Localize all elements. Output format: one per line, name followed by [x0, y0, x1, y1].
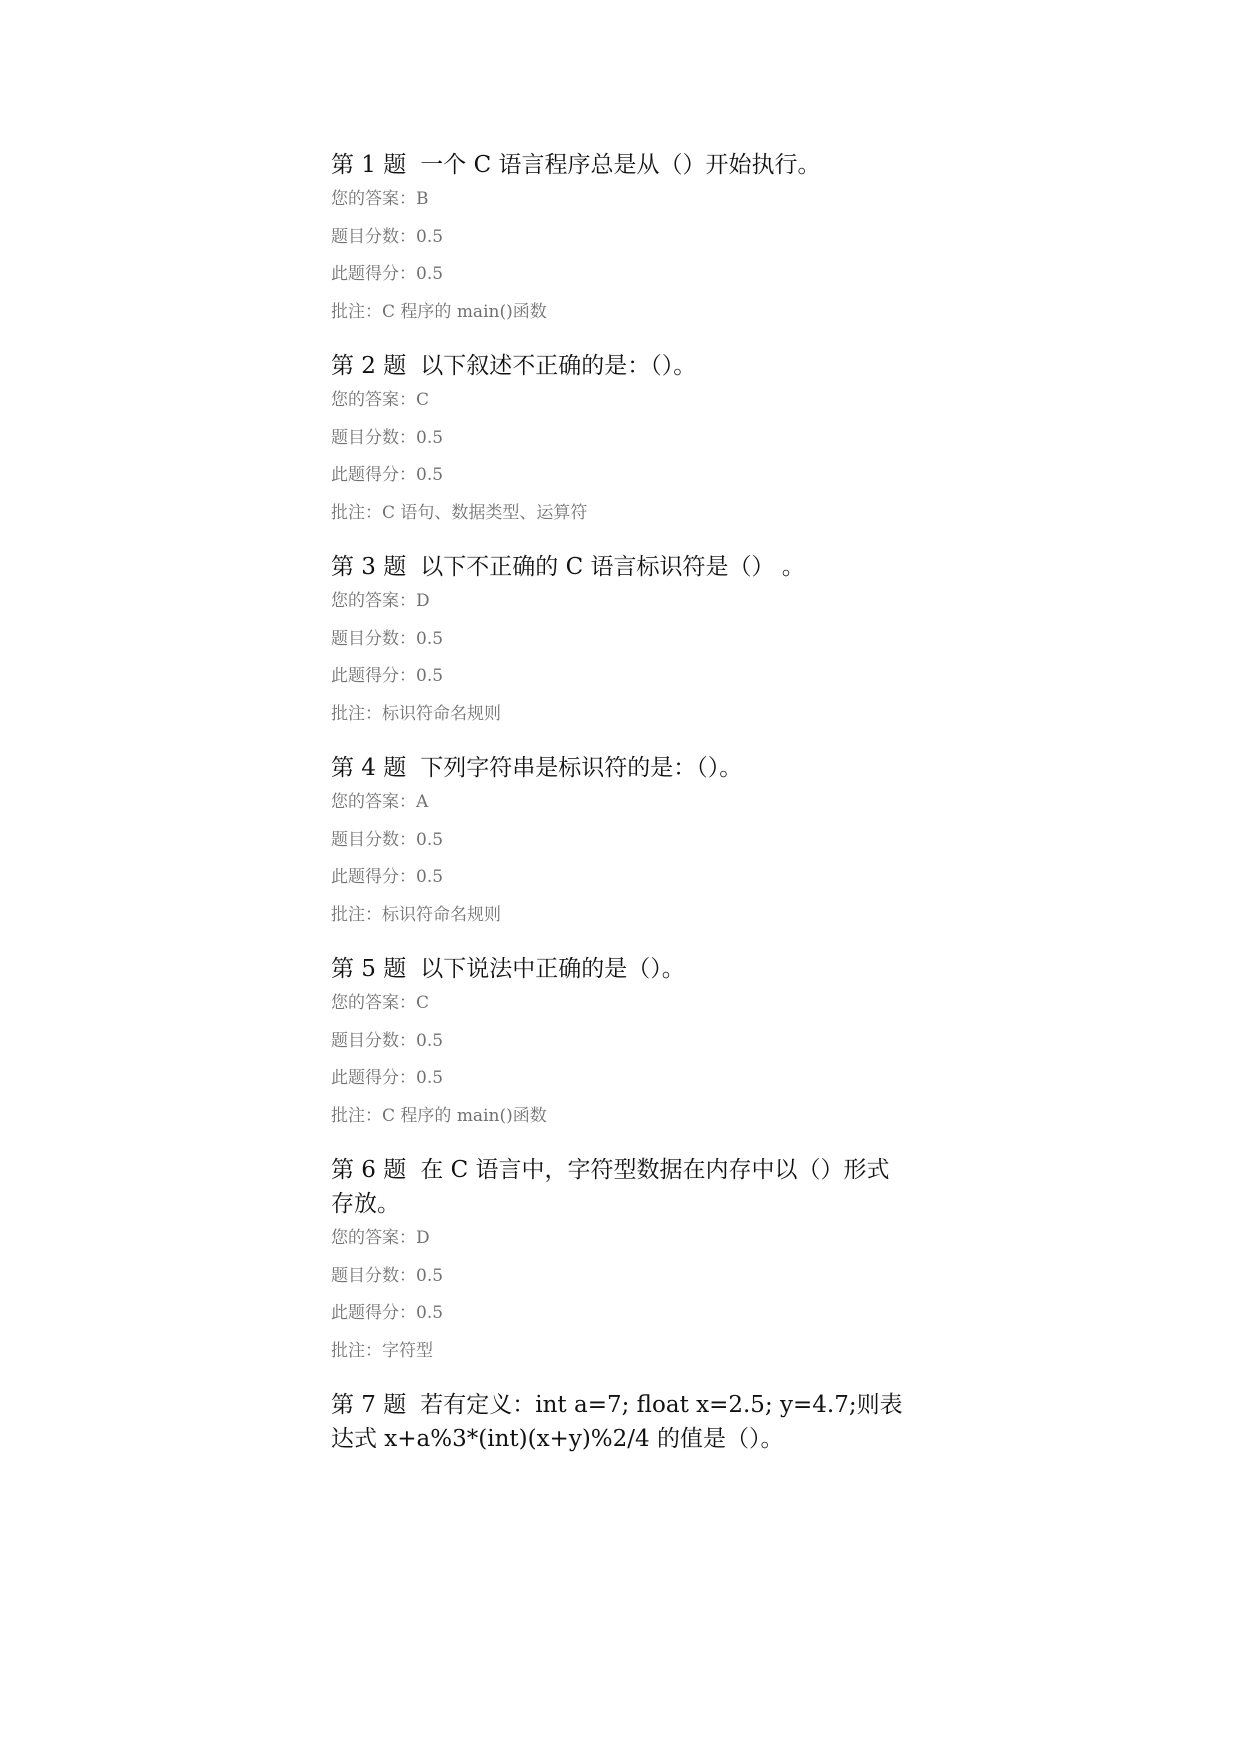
question-number: 第 1 题 [331, 152, 407, 178]
question-item [331, 751, 911, 941]
question-score-value: 0.5 [416, 1030, 444, 1051]
question-score [331, 1265, 911, 1303]
earned-score-value: 0.5 [416, 867, 444, 887]
earned-score-label: 此题得分： [331, 666, 416, 686]
question-note-value: 标识符命名规则 [382, 904, 501, 925]
question-score-value: 0.5 [416, 628, 444, 649]
question-text: 以下说法中正确的是（）。 [420, 956, 685, 982]
earned-score-value: 0.5 [416, 465, 444, 485]
question-note-label: 批注： [331, 502, 382, 523]
question-note-value: C 程序的 main()函数 [382, 301, 547, 322]
your-answer-value: A [416, 792, 429, 812]
question-note [331, 301, 911, 339]
question-text: 一个 C 语言程序总是从（）开始执行。 [420, 152, 821, 178]
question-note-value: C 程序的 main()函数 [382, 1105, 547, 1126]
earned-score-label: 此题得分： [331, 465, 416, 485]
earned-score-label: 此题得分： [331, 867, 416, 887]
question-score-value: 0.5 [416, 829, 444, 850]
earned-score-label: 此题得分： [331, 264, 416, 284]
question-number: 第 6 题 [331, 1157, 407, 1183]
earned-score-value: 0.5 [416, 1068, 444, 1088]
question-score-value: 0.5 [416, 427, 444, 448]
question-score-label: 题目分数： [331, 628, 416, 649]
question-text: 以下叙述不正确的是：（）。 [420, 353, 697, 379]
earned-score [331, 1067, 911, 1105]
question-item [331, 952, 911, 1142]
document-page [331, 148, 911, 1462]
question-note-label: 批注： [331, 1340, 382, 1361]
question-title [331, 952, 911, 986]
your-answer-label: 您的答案： [331, 792, 416, 812]
question-number: 第 2 题 [331, 353, 407, 379]
your-answer-value: D [416, 591, 430, 611]
question-text: 下列字符串是标识符的是：（）。 [420, 755, 743, 781]
question-number: 第 3 题 [331, 554, 407, 580]
question-item [331, 349, 911, 539]
question-score [331, 628, 911, 666]
your-answer-label: 您的答案： [331, 591, 416, 611]
question-number: 第 7 题 [331, 1392, 407, 1418]
your-answer [331, 992, 911, 1030]
your-answer-label: 您的答案： [331, 189, 416, 209]
question-score-label: 题目分数： [331, 226, 416, 247]
earned-score-value: 0.5 [416, 264, 444, 284]
question-title [331, 1388, 911, 1456]
question-score [331, 829, 911, 867]
question-note-value: 标识符命名规则 [382, 703, 501, 724]
your-answer [331, 389, 911, 427]
question-note-label: 批注： [331, 703, 382, 724]
question-score-label: 题目分数： [331, 1030, 416, 1051]
question-score-value: 0.5 [416, 1265, 444, 1286]
question-score-label: 题目分数： [331, 829, 416, 850]
your-answer [331, 188, 911, 226]
question-item [331, 550, 911, 740]
question-title [331, 550, 911, 584]
question-text: 以下不正确的 C 语言标识符是（） 。 [420, 554, 805, 580]
question-text: 若有定义：int a=7; float x=2.5; y=4.7;则表达式 x+a%3*(int)(x+y)%2/4 的值是（）。 [331, 1392, 903, 1452]
question-item [331, 1388, 911, 1456]
question-score-value: 0.5 [416, 226, 444, 247]
question-number: 第 5 题 [331, 956, 407, 982]
earned-score [331, 866, 911, 904]
question-note-label: 批注： [331, 1105, 382, 1126]
your-answer-label: 您的答案： [331, 1228, 416, 1248]
earned-score-value: 0.5 [416, 666, 444, 686]
question-note [331, 904, 911, 942]
your-answer-value: C [416, 993, 430, 1013]
question-note-label: 批注： [331, 301, 382, 322]
question-number: 第 4 题 [331, 755, 407, 781]
question-title [331, 349, 911, 383]
question-note [331, 1105, 911, 1143]
question-note [331, 502, 911, 540]
question-note [331, 1340, 911, 1378]
question-title [331, 1153, 911, 1221]
earned-score-label: 此题得分： [331, 1303, 416, 1323]
question-note-label: 批注： [331, 904, 382, 925]
question-item [331, 1153, 911, 1377]
question-score [331, 226, 911, 264]
question-note-value: C 语句、数据类型、运算符 [382, 502, 588, 523]
your-answer-value: C [416, 390, 430, 410]
earned-score [331, 464, 911, 502]
your-answer-value: B [416, 189, 429, 209]
question-score-label: 题目分数： [331, 427, 416, 448]
your-answer [331, 791, 911, 829]
question-title [331, 751, 911, 785]
earned-score-value: 0.5 [416, 1303, 444, 1323]
earned-score [331, 1302, 911, 1340]
your-answer [331, 590, 911, 628]
question-note [331, 703, 911, 741]
question-note-value: 字符型 [382, 1340, 433, 1361]
earned-score-label: 此题得分： [331, 1068, 416, 1088]
question-title [331, 148, 911, 182]
your-answer-label: 您的答案： [331, 993, 416, 1013]
earned-score [331, 263, 911, 301]
your-answer-label: 您的答案： [331, 390, 416, 410]
question-item [331, 148, 911, 338]
earned-score [331, 665, 911, 703]
your-answer [331, 1227, 911, 1265]
question-text: 在 C 语言中，字符型数据在内存中以（）形式存放。 [331, 1157, 890, 1217]
your-answer-value: D [416, 1228, 430, 1248]
question-score-label: 题目分数： [331, 1265, 416, 1286]
question-score [331, 1030, 911, 1068]
question-score [331, 427, 911, 465]
